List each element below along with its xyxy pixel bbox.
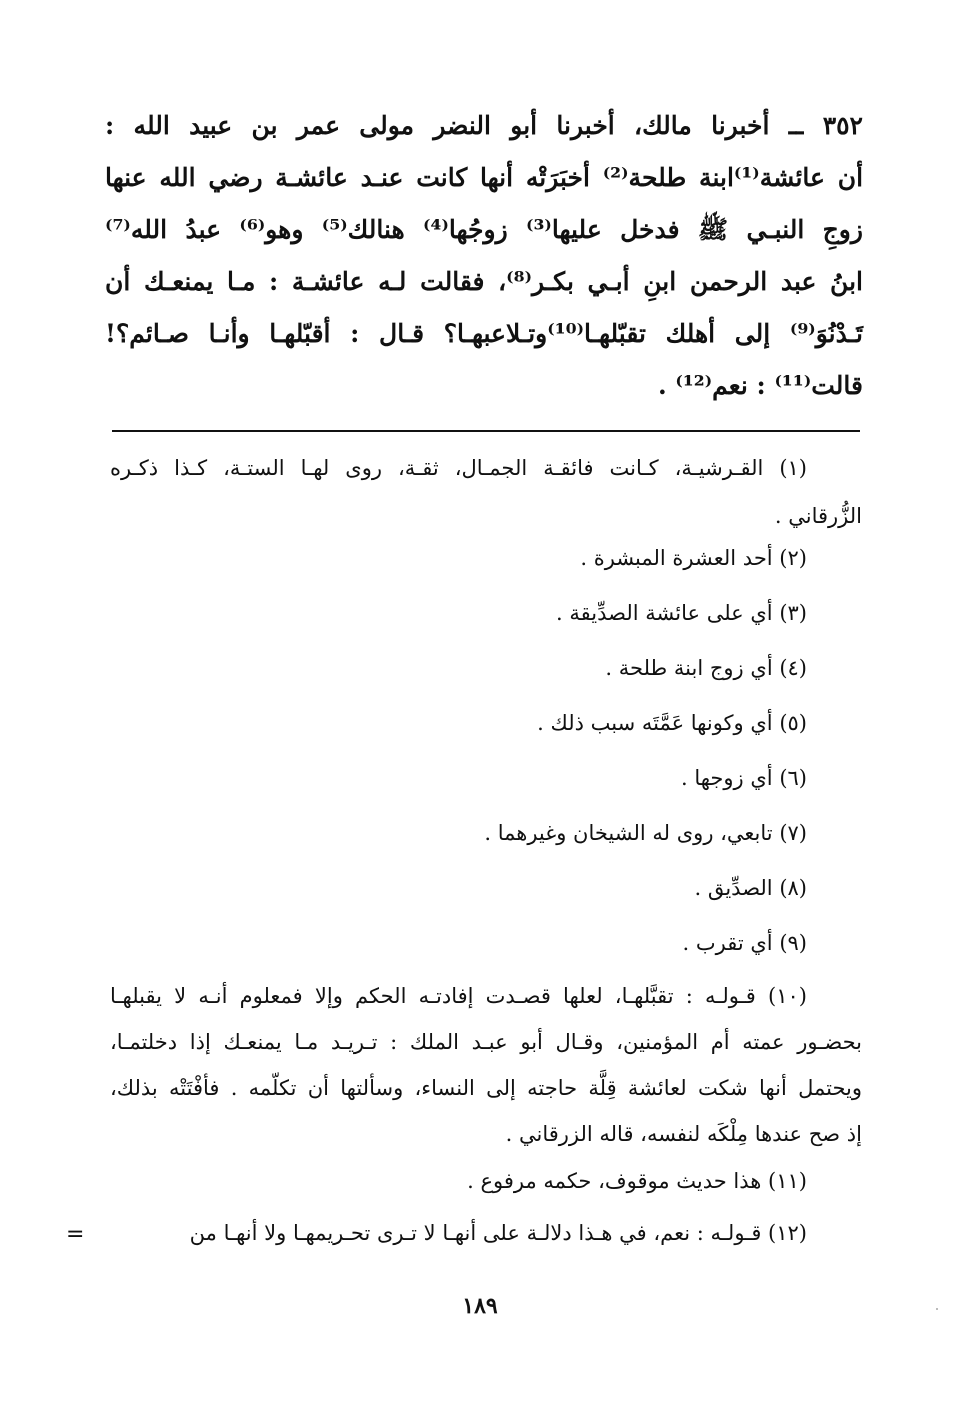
footnote-line: (٤) أي زوج ابنة طلحة . [605, 656, 807, 680]
hadith-line: ٣٥٢ ــ أخبرنا مالك، أخبرنا أبو النضر مولى عمر بن عبيد الله : [105, 111, 863, 140]
hadith-line: تَـدْنُوَ⁽⁹⁾ إلى أهلك تقبّلهـا⁽¹⁰⁾وتـلاعبهـا؟ قـال : أقبّلهـا وأنـا صـائم؟! [105, 319, 863, 348]
footnote-9 [110, 923, 862, 973]
footnote-8 [110, 868, 862, 923]
footnote-4 [110, 648, 862, 703]
footnote-line: (١) القـرشيـة، كـانت فائقـة الجمـال، ثقـة، روى لهـا الستـة، كـذا ذكـره [110, 456, 807, 480]
footnote-line: (٨) الصدِّيق . [694, 876, 807, 900]
footnote-line: (٢) أحد العشرة المبشرة . [580, 546, 807, 570]
footnote-line: إذ صح عندها مِلْكَه لنفسه، قاله الزرقاني . [505, 1122, 862, 1146]
footnote-line: (٩) أي تقرب . [682, 931, 807, 955]
footnote-11 [110, 1161, 862, 1213]
footnote-line: بحضـور عمته أم المؤمنين، وقـال أبو عبـد الملك : تـريـد مـا يمنعـك إذا دخلتمـا، [110, 1030, 862, 1054]
hadith-text [105, 100, 863, 412]
hadith-line: أن عائشة⁽¹⁾ابنة طلحة⁽²⁾ أخبَرَتْه أنها كانت عنـد عائشـة رضي الله عنها [105, 163, 864, 192]
footnote-line: (١٢) قـولـه : نعم، في هـذا دلالـة على أنهـا لا تـرى تحـريمهـا ولا أنهـا من [189, 1221, 807, 1245]
continuation-mark: = [66, 1222, 85, 1247]
footnote-line: (٣) أي على عائشة الصدِّيقة . [556, 601, 807, 625]
footnote-3 [110, 593, 862, 648]
footnote-line: (٥) أي وكونها عَمَّتَه سبب ذلك . [537, 711, 807, 735]
hadith-line: قالت⁽¹¹⁾ : نعم⁽¹²⁾ . [657, 371, 863, 400]
footnote-1 [110, 448, 862, 538]
footnote-2 [110, 538, 862, 593]
footnote-line: (٧) تابعي، روى له الشيخان وغيرهما . [484, 821, 807, 845]
hadith-line: زوجِ النبـي ﷺ فدخل عليها⁽³⁾ زوجُها⁽⁴⁾ هنالك⁽⁵⁾ وهو⁽⁶⁾ عبدُ الله⁽⁷⁾ [105, 215, 863, 244]
footnotes [110, 448, 862, 1258]
footnote-line: (١١) هذا حديث موقوف، حكمه مرفوع . [467, 1169, 807, 1193]
page-number: ١٨٩ [462, 1293, 498, 1319]
scan-speck [936, 1308, 938, 1310]
footnote-12 [110, 1213, 862, 1258]
footnote-line: الزُّرقاني . [774, 504, 862, 528]
footnote-10 [110, 973, 862, 1161]
footnote-6 [110, 758, 862, 813]
footnote-separator [112, 430, 860, 432]
footnote-line: (٦) أي زوجها . [681, 766, 807, 790]
footnote-line: (١٠) قـولـه : تقبَّلهـا، لعلها قصـدت إفادتـه الحكم وإلا فمعلوم أنـه لا يقبلهـا [110, 984, 807, 1008]
footnote-5 [110, 703, 862, 758]
footnote-line: ويحتمل أنها شكت لعائشة قِلَّة حاجته إلى النساء، وسألتها أن تكلّمه . فأفْتَتْه بذلك، [110, 1076, 862, 1100]
hadith-line: ابنُ عبد الرحمن ابنِ أبـي بكـر⁽⁸⁾، فقالت لـه عائشـة : مـا يمنعـك أن [105, 267, 863, 296]
footnote-7 [110, 813, 862, 868]
